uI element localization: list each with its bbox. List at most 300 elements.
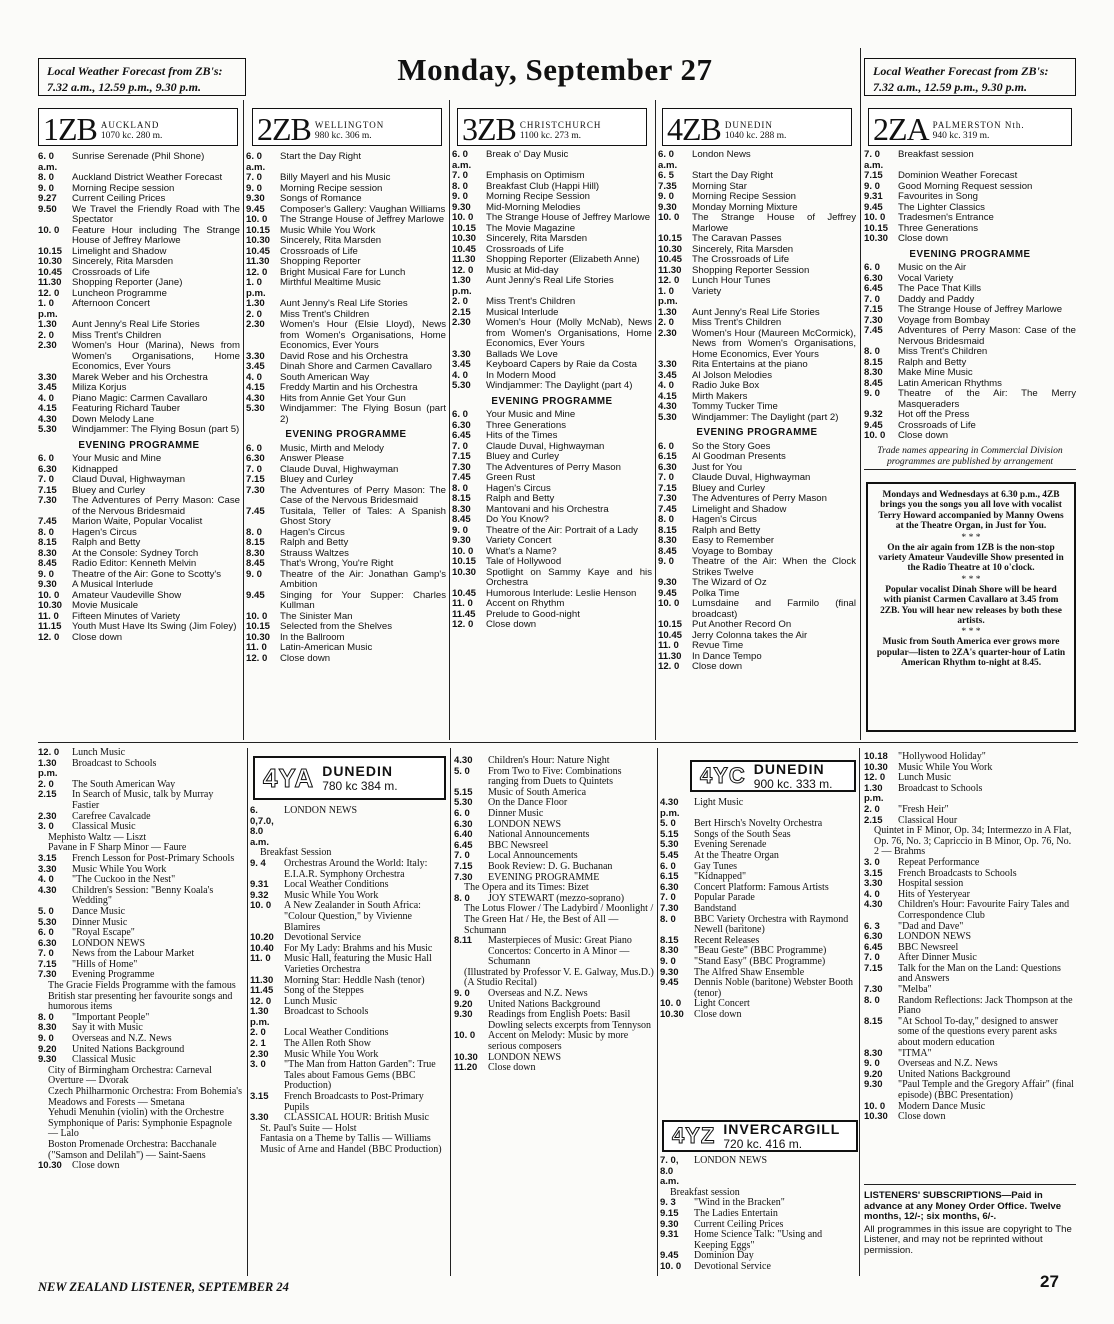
programme-time: 9.27 (38, 193, 57, 204)
programme-entry (38, 1161, 243, 1172)
programme-title: Aunt Jenny's Real Life Stories (486, 275, 614, 286)
programme-title: Monday Morning Mixture (692, 201, 798, 213)
programme-title: The Strange House of Jeffrey Marlowe (898, 304, 1063, 315)
schedule-3zb (452, 150, 652, 631)
programme-entry (452, 234, 652, 245)
programme-entry (250, 986, 448, 997)
programme-title: LONDON NEWS (284, 805, 358, 816)
programme-time: 9. 0 (246, 568, 263, 580)
programme-entry (658, 536, 856, 547)
programme-entry (246, 299, 446, 310)
programme-time (250, 1145, 260, 1156)
programme-time: 7. 0 (246, 172, 263, 183)
schedule-lower-4yo (864, 752, 1076, 1123)
programme-title: Marek Weber and his Orchestra (72, 371, 208, 383)
programme-time: 7.45 (864, 325, 883, 336)
schedule-lower-4ya (250, 806, 448, 1156)
programme-time: 6.45 (864, 283, 883, 294)
programme-entry (38, 559, 240, 570)
programme-title: "Royal Escape" (72, 927, 135, 939)
programme-title: Rita Entertains at the piano (692, 359, 808, 370)
programme-title: Spotlight on Sammy Kaye and his Orchestra (486, 566, 652, 588)
programme-title: South American Way (280, 371, 370, 383)
programme-entry (454, 756, 654, 767)
programme-title: Breakfast Club (Happi Hill) (486, 180, 600, 192)
programme-title: Voyage from Bombay (898, 314, 990, 326)
programme-title: Close down (694, 1008, 742, 1020)
programme-entry (864, 763, 1076, 774)
programme-title: Bandstand (694, 902, 737, 914)
programme-entry (38, 633, 240, 644)
programme-entry (660, 851, 856, 862)
programme-title: Broadcast to Schools (72, 757, 157, 769)
programme-time: 11. 0 (452, 598, 473, 609)
station-meta (933, 120, 1025, 145)
programme-title: Quintet in F Minor, Op. 34; Intermezzo in A Flat, Op. 76, No. 3; Capriccio in B Minor, Op. 76, No. 2 — Brahms (874, 825, 1072, 858)
programme-entry (38, 601, 240, 612)
programme-time: 12. 0 (864, 772, 886, 784)
programme-time: 4.30 (658, 401, 677, 412)
programme-entry (658, 494, 856, 505)
programme-title: Al Goodman Presents (692, 451, 786, 462)
programme-time: 1.30 (246, 298, 265, 309)
programme-entry (452, 515, 652, 526)
station-meta (725, 120, 786, 145)
programme-time: 1.30 (658, 306, 677, 318)
programme-time: 3.45 (452, 359, 471, 370)
programme-title: "Wind in the Bracken" (694, 1197, 785, 1209)
programme-time: 8. 0 (38, 172, 55, 183)
programme-time: 9.32 (250, 889, 269, 901)
station-frequency: 720 kc. 416 m. (723, 1137, 803, 1151)
programme-time: 10.30 (454, 1051, 478, 1063)
station-box-2zb (252, 108, 442, 146)
programme-entry (38, 759, 243, 780)
station-frequency: 1100 kc. 273 m. (519, 131, 582, 141)
programme-title: Music of Arne and Handel (BBC Production) (260, 1144, 442, 1155)
programme-time: 7.30 (38, 495, 57, 506)
station-city: CHRISTCHURCH (519, 120, 602, 130)
programme-title: Repeat Performance (898, 856, 980, 868)
programme-time: 6. 0 a.m. (658, 149, 678, 171)
programme-entry (38, 194, 240, 205)
programme-title: At the Theatre Organ (694, 849, 779, 861)
programme-time: 4. 0 (246, 371, 263, 383)
programme-entry (452, 536, 652, 547)
programme-entry (658, 599, 856, 620)
programme-time: 10.15 (658, 619, 683, 630)
programme-entry (658, 652, 856, 663)
programme-title: Aunt Jenny's Real Life Stories (692, 306, 820, 318)
programme-time: 1.30 p.m. (38, 757, 58, 780)
programme-time: 8.30 (452, 503, 471, 515)
programme-entry (246, 362, 446, 373)
programme-title: National Announcements (488, 829, 590, 841)
programme-time: 7.15 (864, 170, 883, 181)
programme-time: 8.30 (660, 945, 679, 957)
programme-time: 8. 0 (660, 913, 676, 925)
programme-title: Put Another Record On (692, 619, 792, 630)
programme-time: 6.30 (660, 881, 679, 893)
programme-entry (864, 858, 1076, 869)
programme-title: Hits of the Times (486, 430, 558, 441)
programme-title: Your Music and Mine (486, 409, 576, 420)
programme-time: 2. 0 (250, 1027, 266, 1039)
programme-entry (452, 360, 652, 371)
programme-entry (454, 830, 654, 841)
footer-publication: NEW ZEALAND LISTENER, SEPTEMBER 24 (38, 1280, 289, 1294)
programme-time: 6.45 (864, 941, 883, 953)
programme-entry (452, 610, 652, 621)
programme-title: Ralph and Betty (72, 537, 141, 548)
programme-title: The Pace That Kills (898, 283, 982, 294)
programme-time: 10.45 (452, 243, 477, 255)
programme-entry (452, 318, 652, 350)
programme-title: Close down (72, 1160, 120, 1172)
programme-title: The Strange House of Jeffrey Marlowe (280, 214, 445, 225)
programme-title: "Fresh Heir" (898, 803, 949, 815)
programme-time: 12. 0 (658, 661, 680, 672)
programme-title: Crossroads of Life (280, 245, 358, 257)
programme-title: Tale of Hollywood (486, 556, 562, 567)
programme-time: 9. 0 (660, 955, 676, 967)
programme-entry (864, 224, 1076, 235)
weather-label: Local Weather Forecast from ZB's: (47, 64, 223, 78)
programme-entry (246, 538, 446, 549)
programme-entry (452, 171, 652, 182)
programme-title: Classical Music (72, 1054, 136, 1066)
programme-title: Answer Please (280, 453, 344, 464)
programme-time: 9. 3 (660, 1197, 676, 1209)
programme-title: Featuring Richard Tauber (72, 403, 181, 414)
station-city: DUNEDIN (724, 120, 773, 130)
programme-time: 8. 0 (864, 346, 881, 357)
programme-title: News from the Labour Market (72, 948, 195, 960)
programme-title: Theatre of the Air: When the Clock Strikes Twelve (692, 556, 856, 578)
programme-title: Youth Must Have Its Swing (Jim Foley) (72, 621, 237, 632)
programme-title: The Alfred Shaw Ensemble (694, 966, 805, 978)
programme-title: Bluey and Curley (692, 482, 766, 494)
programme-time: 7.15 (38, 958, 57, 970)
programme-entry (452, 620, 652, 631)
programme-time: 6.30 (454, 818, 473, 830)
programme-entry (38, 373, 240, 384)
programme-time: 7.15 (454, 860, 473, 872)
programme-title: Theatre of the Air: Gone to Scotty's (72, 568, 222, 580)
programme-time: 8. 0 (452, 482, 469, 494)
programme-title: United Nations Background (72, 1043, 185, 1055)
programme-time: 12. 0 (246, 266, 268, 278)
programme-title: Sunrise Serenade (Phil Shone) (72, 151, 205, 162)
programme-time: 5. 0 (454, 765, 470, 777)
programme-time (38, 1108, 48, 1140)
programme-title: Sincerely, Rita Marsden (486, 233, 588, 244)
programme-title: LONDON NEWS (898, 931, 972, 943)
programme-title: Tradesmen's Entrance (898, 212, 994, 223)
programme-entry (246, 486, 446, 507)
programme-entry (38, 299, 240, 320)
programme-time: 7.15 (38, 484, 57, 496)
programme-title: The Adventures of Perry Mason: The Case of the Nervous Bridesmaid (280, 484, 446, 506)
programme-title: Hospital session (898, 878, 964, 890)
programme-title: Broadcast to Schools (284, 1006, 369, 1018)
programme-entry (38, 580, 240, 591)
programme-title: Luncheon Programme (72, 287, 167, 299)
programme-title: Songs of the South Seas (694, 828, 791, 840)
programme-title: Limelight and Shadow (72, 245, 167, 257)
programme-title: Aunt Jenny's Real Life Stories (72, 319, 200, 330)
programme-title: Evening Serenade (694, 839, 767, 851)
programme-time: 12. 0 (38, 631, 60, 643)
programme-title: The Gracie Fields Programme with the famous British star presenting her favourite songs and humorous items (48, 980, 236, 1013)
programme-time: 5. 0 (660, 818, 676, 830)
programme-title: The Adventures of Perry Mason (486, 461, 621, 473)
programme-title: Green Rust (486, 472, 536, 483)
programme-title: Overseas and N.Z. News (72, 1033, 172, 1045)
programme-title: Kidnapped (72, 463, 118, 475)
programme-time: 8.15 (864, 356, 883, 368)
programme-entry (454, 1063, 654, 1074)
station-box-3zb (457, 108, 647, 146)
programme-title: Gay Tunes (694, 860, 738, 872)
programme-time: 11. 0 (250, 953, 271, 965)
programme-entry (250, 1145, 448, 1156)
programme-title: Vocal Variety (898, 272, 954, 284)
programme-title: Jerry Colonna takes the Air (692, 629, 808, 641)
programme-entry (658, 578, 856, 589)
programme-time (38, 981, 48, 1013)
programme-title: Your Music and Mine (72, 453, 162, 464)
programme-time: 7.30 (38, 969, 57, 981)
station-call: 3ZB (462, 111, 516, 147)
station-frequency: 940 kc. 319 m. (932, 131, 990, 141)
programme-entry (452, 255, 652, 266)
programme-time: 10.20 (250, 932, 274, 944)
programme-title: Latin-American Music (280, 642, 373, 653)
programme-entry (454, 904, 654, 936)
programme-time (454, 968, 464, 989)
programme-entry (452, 463, 652, 474)
programme-title: Lunch Music (898, 772, 952, 784)
programme-title: Close down (72, 631, 123, 643)
programme-entry (660, 893, 856, 904)
programme-title: Easy to Remember (692, 535, 775, 546)
programme-entry (38, 1140, 243, 1161)
programme-entry (38, 918, 243, 929)
programme-title: Keyboard Capers by Raie da Costa (486, 359, 637, 370)
programme-title: Freddy Martin and his Orchestra (280, 382, 418, 393)
programme-title: Prelude to Good-night (486, 608, 580, 620)
programme-title: In Dance Tempo (692, 650, 762, 662)
trade-names-note: Trade names appearing in Commercial Division programmes are published by arrangement (864, 445, 1076, 470)
programme-title: Bert Hirsch's Novelty Orchestra (694, 818, 823, 830)
station-call: 4YZ (672, 1123, 716, 1148)
programme-time: 7.45 (658, 503, 677, 515)
programme-title: Bluey and Curley (280, 474, 354, 485)
programme-time: 10.30 (864, 761, 888, 773)
programme-title: Emphasis on Optimism (486, 170, 585, 181)
programme-time: 3.45 (38, 382, 57, 393)
programme-entry (246, 215, 446, 226)
programme-title: EVENING PROGRAMME (488, 871, 600, 883)
programme-title: Morning Recipe Session (486, 191, 590, 202)
programme-time: 5.15 (454, 786, 473, 798)
programme-time: 8. 0 (658, 514, 675, 525)
programme-entry (246, 173, 446, 184)
programme-title: Morning Recipe Session (692, 191, 796, 202)
programme-entry (38, 748, 243, 759)
programme-time: 7. 0 (658, 472, 675, 483)
programme-time: 12. 0 (246, 652, 268, 664)
programme-title: Three Generations (486, 419, 566, 431)
programme-title: Mephisto Waltz — Liszt (48, 831, 147, 843)
programme-entry (452, 452, 652, 463)
programme-time: 10. 0 (38, 589, 60, 601)
programme-time: 9.45 (246, 589, 265, 601)
programme-entry (38, 257, 240, 268)
programme-title: Fifteen Minutes of Variety (72, 610, 181, 622)
station-box-4ya (253, 756, 446, 800)
programme-entry (38, 173, 240, 184)
programme-title: Local Weather Conditions (284, 879, 389, 891)
programme-entry (38, 226, 240, 247)
programme-time: 9.30 (452, 201, 471, 213)
programme-entry (864, 752, 1076, 763)
programme-time: 5. 0 (38, 905, 54, 917)
programme-entry (864, 410, 1076, 421)
programme-time: 9. 4 (250, 857, 266, 869)
programme-entry (454, 809, 654, 820)
programme-time: 6. 0 a.m. (38, 151, 58, 173)
programme-title: Good Morning Request session (898, 180, 1033, 192)
programme-time: 8.15 (658, 524, 677, 536)
programme-entry (864, 784, 1076, 805)
section-heading: EVENING PROGRAMME (78, 439, 200, 451)
programme-time: 9.31 (864, 191, 883, 202)
programme-time: 9.20 (38, 1043, 57, 1055)
programme-time: 2. 0 (38, 778, 54, 790)
programme-title: Break o' Day Music (486, 149, 569, 160)
programme-title: Close down (486, 619, 537, 630)
programme-title: Dance Music (72, 905, 126, 917)
station-call: 4YC (700, 763, 746, 788)
programme-title: Classical Music (72, 821, 136, 833)
programme-time: 10.30 (246, 235, 271, 246)
programme-entry (658, 150, 856, 171)
station-call: 1ZB (43, 111, 97, 147)
programme-time: 3.30 (658, 359, 677, 370)
programme-entry (660, 978, 856, 999)
programme-entry (452, 410, 652, 421)
programme-time: 3.30 (250, 1112, 269, 1124)
programme-title: Miliza Korjus (72, 382, 127, 393)
programme-title: Windjammer: The Daylight (part 2) (692, 411, 839, 423)
programme-time: 12. 0 (38, 747, 60, 758)
section-heading: EVENING PROGRAMME (696, 427, 818, 438)
programme-time: 7.30 (864, 984, 883, 996)
programme-time: 1. 0 p.m. (246, 277, 266, 299)
programme-time: 3.30 (452, 348, 471, 360)
programme-time: 11.45 (250, 985, 274, 997)
programme-time: 6. 0 (660, 860, 676, 872)
programme-time: 12. 0 (452, 619, 474, 630)
programme-title: French Broadcasts to Post-Primary Pupils (284, 1091, 424, 1113)
programme-title: The Lotus Flower / The Ladybird / Moonlight / The Green Hat / He, the Best of All — Schumann (464, 903, 654, 936)
programme-title: Mantovani and his Orchestra (486, 503, 609, 515)
programme-title: Breakfast Session (260, 847, 332, 859)
programme-time: 3. 0 (250, 1059, 266, 1071)
programme-title: Composer's Gallery: Vaughan Williams (280, 203, 446, 215)
programme-title: Light Concert (694, 998, 750, 1010)
programme-time: 6. 0 a.m. (246, 151, 266, 173)
programme-entry (864, 192, 1076, 203)
programme-title: United Nations Background (898, 1068, 1011, 1080)
programme-time: 3.15 (250, 1091, 269, 1103)
programme-time: 10.15 (658, 233, 683, 244)
section-heading: EVENING PROGRAMME (491, 395, 613, 407)
programme-title: Sincerely, Rita Marsden (692, 243, 794, 255)
programme-entry (246, 507, 446, 528)
programme-title: The Sinister Man (280, 610, 353, 622)
programme-entry (38, 1108, 243, 1140)
programme-title: Morning Recipe session (72, 182, 175, 194)
programme-time: 6. 0 (246, 442, 263, 454)
programme-time: 9.45 (864, 419, 883, 431)
programme-title: Dominion Weather Forecast (898, 170, 1018, 181)
programme-entry (38, 341, 240, 373)
programme-title: Local Weather Conditions (284, 1027, 389, 1039)
programme-title: Down Melody Lane (72, 413, 155, 425)
station-frequency: 980 kc. 306 m. (314, 131, 372, 141)
programme-entry (250, 1060, 448, 1092)
programme-time: 7. 0 (864, 293, 881, 305)
programme-entry (660, 798, 856, 819)
programme-entry (38, 1066, 243, 1087)
station-meta (315, 120, 384, 145)
programme-title: Miss Trent's Children (486, 296, 576, 307)
programme-time: 10.15 (452, 222, 477, 234)
programme-entry (452, 473, 652, 484)
programme-time: 7. 0 (660, 892, 676, 904)
programme-title: The Caravan Passes (692, 233, 782, 244)
programme-time: 10.15 (38, 245, 63, 257)
programme-title: Yehudi Menuhin (violin) with the Orchestre Symphonique of Paris: Symphonie Espagnole — Lalo (48, 1107, 232, 1140)
programme-time: 2. 0 (658, 317, 675, 328)
programme-title: LONDON NEWS (488, 818, 562, 830)
programme-title: Music on the Air (898, 262, 967, 273)
programme-time: 7.45 (38, 516, 57, 527)
programme-entry (864, 284, 1076, 295)
programme-entry (452, 297, 652, 308)
programme-title: Close down (898, 430, 949, 441)
programme-entry (38, 496, 240, 517)
programme-title: So the Story Goes (692, 440, 771, 452)
station-call: 4ZB (667, 111, 721, 147)
programme-title: Current Ceiling Prices (72, 193, 166, 204)
promo-separator: * * * (961, 531, 981, 543)
programme-title: (Illustrated by Professor V. E. Galway, Mus.D.) (A Studio Recital) (464, 966, 654, 989)
programme-entry (864, 1017, 1076, 1049)
programme-time: 8. 0 (454, 892, 470, 904)
station-box-4zb (662, 108, 852, 146)
programme-time: 6.40 (454, 829, 473, 841)
programme-title: Ralph and Betty (280, 537, 349, 548)
programme-time: 8.45 (658, 545, 677, 557)
programme-time: 7.15 (658, 482, 677, 494)
programme-time: 6.30 (864, 931, 883, 943)
programme-title: Breakfast session (898, 149, 974, 160)
programme-entry (660, 883, 856, 894)
